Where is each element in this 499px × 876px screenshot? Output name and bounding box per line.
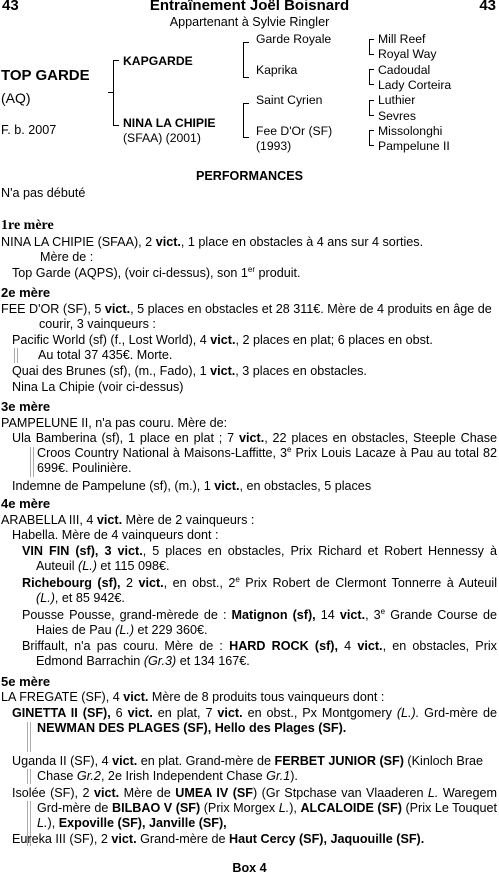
text: , en obstacles, Prix Edmond Barrachin	[36, 639, 497, 668]
pedigree-ggs: Pampelune II	[378, 139, 450, 153]
text: Quai des Brunes (sf), (m., Fado), 1	[12, 364, 211, 378]
mere5-produce-3	[12, 786, 497, 831]
text: Waregem Grd-mère de	[37, 786, 498, 815]
pedigree-bracket-2	[243, 42, 244, 78]
mere4-grandproduce-2	[22, 576, 497, 606]
mere3-produce-2	[12, 479, 371, 494]
pedigree-gs4: Fee D'Or (SF)	[256, 124, 333, 138]
pedigree-tick	[243, 77, 249, 78]
text: et 115 098€.	[96, 559, 170, 573]
text: Indemne de Pampelune (sf), (m.), 1	[12, 479, 215, 493]
text: Matignon (sf),	[231, 608, 316, 622]
text: Uganda II (SF), 4	[12, 754, 113, 768]
text: ).	[290, 769, 298, 783]
mere4-produce-1: Habella. Mère de 4 vainqueurs dont :	[12, 528, 219, 542]
text: 2	[120, 576, 139, 590]
pedigree-tick	[369, 115, 374, 116]
race-grade: L.	[427, 786, 439, 800]
horse-description: F. b. 2007	[1, 123, 57, 137]
text: HARD ROCK (sf),	[229, 639, 338, 653]
pedigree-tick	[113, 60, 119, 61]
text: , 5 places en obstacles, Prix Richard et Robert Hennessy à Auteuil	[36, 544, 498, 573]
vict-label: vict.	[214, 479, 240, 493]
text: en plat, 7	[152, 706, 218, 720]
text: BILBAO V (SF)	[111, 801, 201, 815]
vict-label: vict.	[339, 608, 366, 622]
text: ARABELLA III, 4	[1, 513, 97, 527]
performances-title: PERFORMANCES	[195, 169, 304, 183]
text: ),	[289, 801, 301, 815]
superscript: e	[287, 444, 292, 454]
text: , 2 places en plat; 6 places en obst.	[235, 333, 433, 347]
race-grade: Gr.1	[266, 769, 291, 783]
indent-guide	[17, 348, 18, 363]
pedigree-ggs: Royal Way	[378, 47, 437, 61]
section-title-mere1: 1re mère	[1, 218, 54, 233]
pedigree-dam: NINA LA CHIPIE	[123, 116, 216, 130]
text: Grand-mère de	[136, 832, 229, 846]
mere4-produce-3	[22, 639, 497, 669]
text: Top Garde (AQPS), (voir ci-dessus), son 1	[12, 266, 248, 280]
pedigree-bracket-6	[369, 100, 370, 116]
mere3-produce-1	[12, 431, 497, 476]
horse-origin: (AQ)	[1, 90, 31, 106]
text: , 2e Irish Independent Chase	[100, 769, 267, 783]
section-title-mere2: 2e mère	[1, 285, 51, 300]
text: Eureka III (SF), 2	[12, 832, 112, 846]
text: et 229 360€.	[134, 623, 208, 637]
text: GINETTA II (SF),	[12, 706, 111, 720]
pedigree-gs4-year: (1993)	[256, 139, 292, 153]
text: FERBET JUNIOR (SF)	[274, 754, 404, 768]
pedigree-bracket-7	[369, 130, 370, 146]
text: , 3	[365, 608, 381, 622]
pedigree-ggs: Cadoudal	[378, 63, 431, 77]
pedigree-gs1: Garde Royale	[256, 32, 332, 46]
section-title-mere3: 3e mère	[1, 399, 51, 414]
pedigree-sire: KAPGARDE	[123, 54, 193, 68]
pedigree-gs3: Saint Cyrien	[256, 93, 323, 107]
text: Prix Louis Lacaze à Pau au total 82 699€. Poulinière.	[37, 446, 497, 475]
text: Mère de 8 produits tous vainqueurs dont :	[148, 690, 385, 704]
race-grade: L.	[37, 816, 48, 830]
vict-label: vict.	[138, 576, 164, 590]
pedigree-tick	[369, 84, 374, 85]
text: Grd-mère de	[419, 706, 498, 720]
pedigree-ggs: Missolonghi	[378, 124, 443, 138]
pedigree-tick	[369, 145, 374, 146]
vict-label: vict.	[155, 235, 181, 249]
text: Grande Course de Haies de Pau	[36, 608, 497, 637]
pedigree-tick	[369, 54, 374, 55]
mere5-produce-4	[12, 832, 497, 847]
pedigree-bracket-5	[369, 69, 370, 85]
pedigree-dam-detail: (SFAA) (2001)	[123, 131, 201, 145]
page-title: Entraînement Joël Boisnard	[149, 0, 350, 14]
page-number-left: 43	[2, 0, 19, 14]
pedigree-ggs: Lady Corteira	[378, 78, 452, 92]
text: Prix Robert de Clermont Tonnerre à Auteuil	[239, 576, 497, 590]
vict-label: vict.	[210, 364, 236, 378]
text: (Prix Morgex	[200, 801, 279, 815]
mere2-produce-1	[12, 333, 433, 348]
pedigree-tick	[113, 125, 119, 126]
mere4-paragraph-1	[1, 513, 254, 528]
vict-label: vict.	[217, 706, 243, 720]
race-grade: (L.)	[36, 591, 55, 605]
pedigree-bracket-4	[369, 39, 370, 55]
section-title-mere5: 5e mère	[1, 674, 51, 689]
indent-guide	[14, 348, 15, 363]
section-title-mere4: 4e mère	[1, 496, 51, 511]
race-grade: (L.).	[396, 706, 420, 720]
mere2-produce-2	[12, 364, 367, 379]
text: ),	[47, 816, 59, 830]
text: Pacific World (sf) (f., Lost World), 4	[12, 333, 211, 347]
text: en obst., Px Montgomery	[242, 706, 397, 720]
mere1-produce-1	[12, 266, 301, 281]
mere5-paragraph-1	[1, 690, 384, 705]
mere2-paragraph-1	[1, 302, 497, 332]
pedigree-tick	[369, 100, 374, 101]
vict-label: vict.	[123, 690, 149, 704]
pedigree-tick	[369, 39, 374, 40]
text: ) (Gr Stpchase van Vlaaderen	[253, 786, 428, 800]
vict-label: vict.	[127, 706, 153, 720]
mere5-produce-2	[12, 754, 497, 784]
text: Mère de 2 vainqueurs :	[122, 513, 255, 527]
performances-text: N'a pas débuté	[1, 186, 86, 200]
text: Expoville (SF), Janville (SF),	[58, 816, 227, 830]
text: , 3 places en obstacles.	[235, 364, 367, 378]
box-number: Box 4	[232, 861, 267, 875]
superscript: e	[235, 574, 240, 584]
pedigree-tick	[243, 137, 249, 138]
pedigree-ggs: Sevres	[378, 109, 416, 123]
mere2-produce-3: Nina La Chipie (voir ci-dessus)	[12, 380, 184, 394]
vict-label: vict.	[112, 754, 138, 768]
page-number-right: 43	[479, 0, 496, 14]
pedigree-ggs: Luthier	[378, 93, 416, 107]
mere3-paragraph-1: PAMPELUNE II, n'a pas couru. Mère de:	[1, 416, 228, 430]
pedigree-tick	[369, 130, 374, 131]
text: LA FREGATE (SF), 4	[1, 690, 124, 704]
pedigree-tick	[369, 69, 374, 70]
pedigree-ggs: Mill Reef	[378, 32, 426, 46]
text: , en obstacles, 5 places	[239, 479, 372, 493]
mere1-mother-of: Mère de :	[40, 250, 94, 264]
text: 6	[110, 706, 128, 720]
mere4-grandproduce-1	[22, 544, 497, 574]
pedigree-bracket-1	[113, 60, 114, 126]
race-grade: (L.)	[115, 623, 135, 637]
text: VIN FIN (sf), 3	[22, 544, 118, 558]
text: NINA LA CHIPIE (SFAA), 2	[1, 235, 156, 249]
text: , 5 places en obstacles et 28 311€. Mère de 4 produits en âge de courir, 3 vainqueurs :	[39, 302, 492, 331]
text: , 22 places en obstacles, Steeple Chase Croos Country National à Maisons-Laffitte, 3	[37, 431, 497, 460]
mere2-produce-1-total: Au total 37 435€. Morte.	[38, 348, 173, 362]
horse-name: TOP GARDE	[1, 67, 90, 84]
vict-label: vict.	[117, 544, 143, 558]
text: ALCALOIDE (SF)	[300, 801, 402, 815]
text: NEWMAN DES PLAGES (SF), Hello des Plages (SF).	[37, 721, 347, 735]
vict-label: vict.	[111, 832, 137, 846]
text: produit.	[255, 266, 301, 280]
text: Briffault, n'a pas couru. Mère de :	[22, 639, 230, 653]
vict-label: vict.	[239, 431, 265, 445]
pedigree-tick	[108, 92, 114, 93]
pedigree-tick	[243, 42, 249, 43]
text: Richebourg (sf),	[22, 576, 121, 590]
race-grade: (L.)	[78, 559, 97, 573]
mere1-paragraph-1	[1, 235, 497, 250]
vict-label: vict.	[104, 302, 131, 316]
race-grade: L.	[278, 801, 290, 815]
vict-label: vict.	[357, 639, 383, 653]
text: FEE D'OR (SF), 5	[1, 302, 105, 316]
vict-label: vict.	[210, 333, 236, 347]
text: (Prix Le Touquet	[401, 801, 498, 815]
text: et 134 167€.	[176, 654, 250, 668]
text: 14	[315, 608, 340, 622]
text: Ula Bamberina (sf), 1 place en plat ; 7	[12, 431, 239, 445]
text: 4	[338, 639, 358, 653]
text: Isolée (SF), 2	[12, 786, 94, 800]
text: , 1 place en obstacles à 4 ans sur 4 sorties.	[180, 235, 424, 249]
superscript: e	[380, 606, 386, 616]
text: Mère de	[119, 786, 176, 800]
mere4-produce-2	[22, 608, 497, 638]
race-grade: Gr.2	[76, 769, 101, 783]
race-grade: (Gr.3)	[143, 654, 177, 668]
text: en plat. Grand-mère de	[137, 754, 275, 768]
text: (Kinloch Brae Chase	[37, 754, 484, 783]
pedigree-tick	[243, 103, 249, 104]
owner-line: Appartenant à Sylvie Ringler	[169, 15, 330, 29]
text: , en obst., 2	[163, 576, 236, 590]
mere5-produce-1	[12, 706, 497, 736]
pedigree-bracket-3	[243, 103, 244, 138]
vict-label: vict.	[93, 786, 120, 800]
text: Haut Cercy (SF), Jaquouille (SF).	[229, 832, 425, 846]
text: UMEA IV (SF	[175, 786, 253, 800]
text: , et 85 942€.	[54, 591, 125, 605]
pedigree-gs2: Kaprika	[256, 63, 298, 77]
vict-label: vict.	[96, 513, 123, 527]
superscript: er	[247, 264, 255, 274]
text: Pousse Pousse, grand-mèrede de :	[22, 608, 232, 622]
